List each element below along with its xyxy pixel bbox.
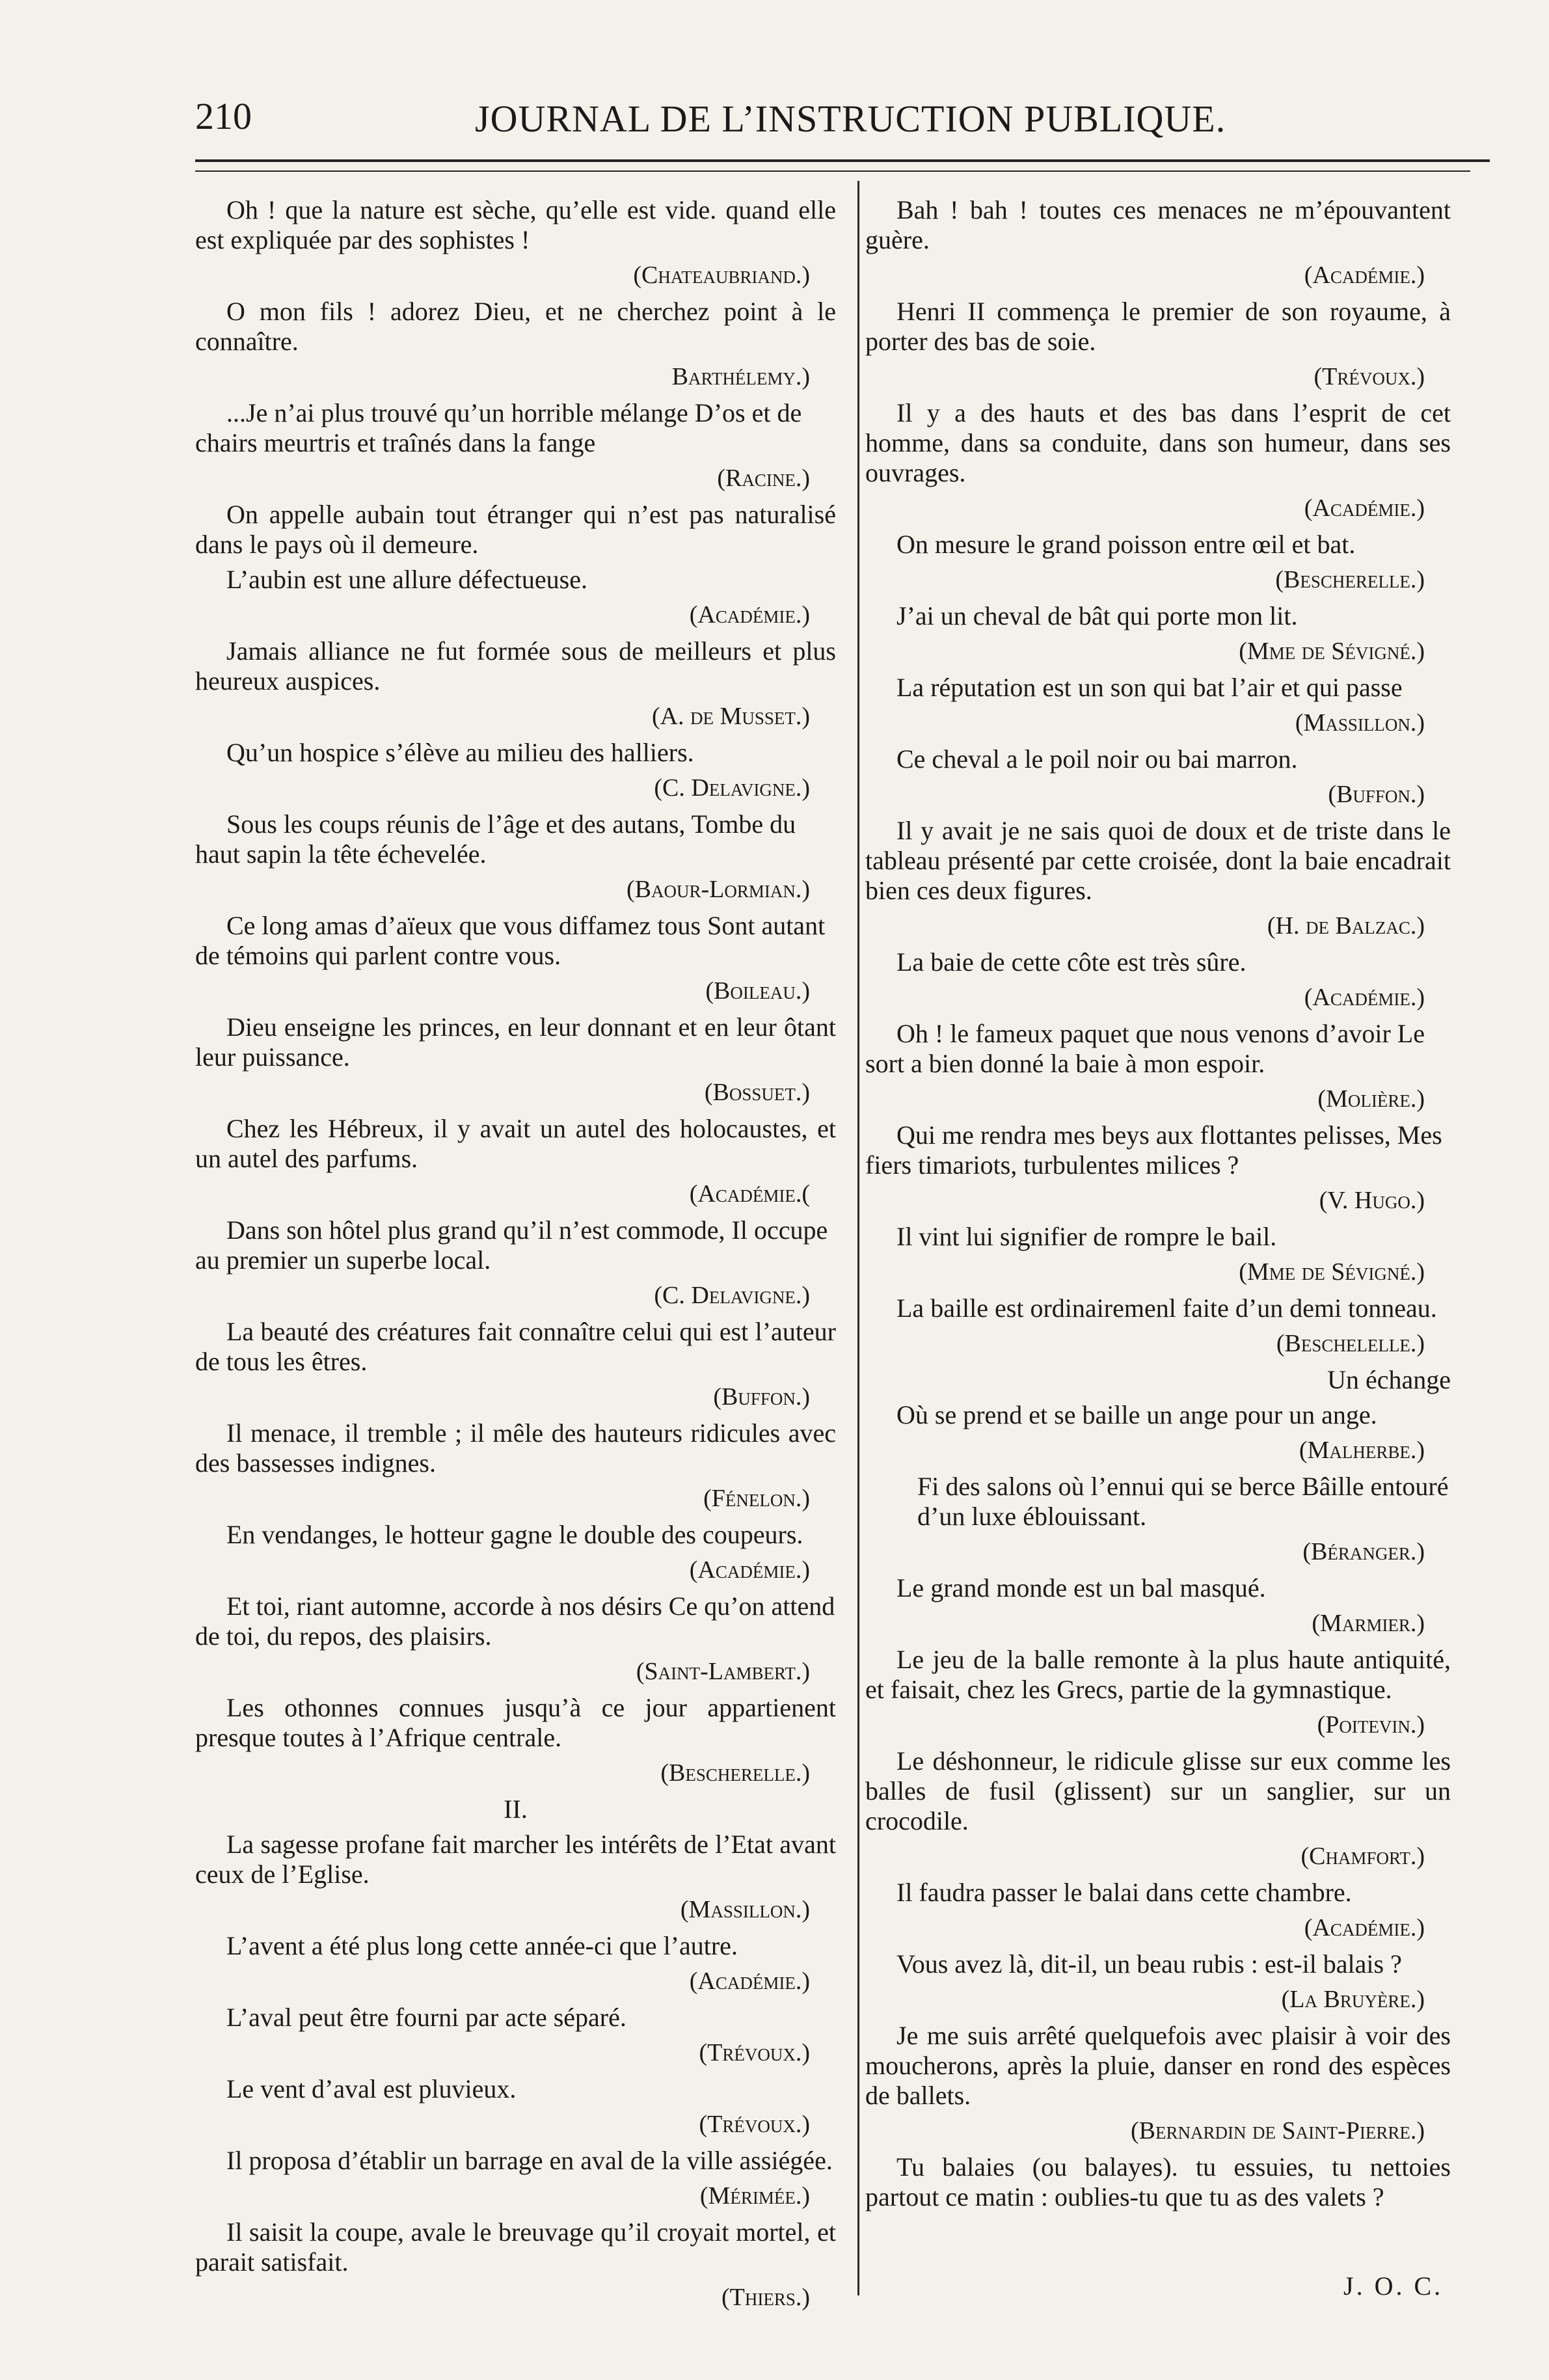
source-attribution: (Molière.) [1317, 1085, 1425, 1113]
source-attribution: (Académie.) [689, 1556, 810, 1584]
source-attribution: (H. de Balzac.) [1267, 912, 1425, 940]
source-attribution: (Saint-Lambert.) [636, 1658, 810, 1685]
quotation: Un échange [1327, 1365, 1451, 1394]
source-attribution: (Marmier.) [1312, 1610, 1425, 1637]
quotation: On mesure le grand poisson entre œil et bat. [896, 530, 1356, 559]
quotation: Les othonnes connues jusqu’à ce jour appartienent presque toutes à l’Afrique centrale. [195, 1693, 836, 1752]
section-heading: II. [504, 1794, 528, 1824]
quotation: L’avent a été plus long cette année-ci que l’autre. [226, 1931, 738, 1960]
source-attribution: (Beschelelle.) [1276, 1330, 1425, 1357]
source-attribution: (Mme de Sévigné.) [1239, 638, 1425, 665]
source-attribution: (Trévoux.) [699, 2039, 810, 2066]
source-attribution: (Chamfort.) [1300, 1843, 1425, 1870]
source-attribution: (Mérimée.) [699, 2182, 810, 2210]
quotation: Qui me rendra mes beys aux flottantes pelisses, Mes fiers timariots, turbulentes milices ? [865, 1120, 1442, 1180]
quotation: Qu’un hospice s’élève au milieu des halliers. [226, 738, 694, 767]
quotation: J’ai un cheval de bât qui porte mon lit. [896, 601, 1298, 630]
source-attribution: (Trévoux.) [1313, 363, 1425, 390]
source-attribution: (Académie.( [689, 1180, 810, 1208]
source-attribution: (Bescherelle.) [660, 1759, 810, 1787]
quotation: Il menace, il tremble ; il mêle des hauteurs ridicules avec des bassesses indignes. [195, 1418, 836, 1478]
quotation: Le grand monde est un bal masqué. [896, 1573, 1266, 1602]
source-attribution: (Bossuet.) [704, 1079, 810, 1106]
quotation: Fi des salons où l’ennui qui se berce Bâille entouré d’un luxe éblouissant. [917, 1472, 1449, 1531]
quotation: La baille est ordinairemenl faite d’un demi tonneau. [896, 1293, 1437, 1323]
source-attribution: (C. Delavigne.) [654, 774, 810, 802]
source-attribution: (A. de Musset.) [651, 703, 810, 730]
quotation: Bah ! bah ! toutes ces menaces ne m’épouvantent guère. [865, 195, 1451, 254]
source-attribution: (Baour-Lormian.) [626, 876, 810, 903]
source-attribution: (Bescherelle.) [1275, 566, 1425, 593]
source-attribution: (Massillon.) [1295, 709, 1425, 737]
quotation: Il y avait je ne sais quoi de doux et de triste dans le tableau présenté par cette croisée, dont la baie encadrait bien ces deux figures. [865, 816, 1451, 905]
quotation: Henri II commença le premier de son royaume, à porter des bas de soie. [865, 297, 1451, 356]
quotation: Il saisit la coupe, avale le breuvage qu’il croyait mortel, et parait satisfait. [195, 2217, 836, 2277]
quotation: Où se prend et se baille un ange pour un ange. [896, 1400, 1377, 1429]
source-attribution: (Boileau.) [705, 977, 810, 1005]
quotation: On appelle aubain tout étranger qui n’est pas naturalisé dans le pays où il demeure. [195, 500, 836, 559]
quotation: La sagesse profane fait marcher les intérêts de l’Etat avant ceux de l’Eglise. [195, 1830, 836, 1889]
quotation: Oh ! le fameux paquet que nous venons d’avoir Le sort a bien donné la baie à mon espoir. [865, 1019, 1425, 1078]
quotation: Il proposa d’établir un barrage en aval de la ville assiégée. [226, 2146, 833, 2175]
quotation: Il vint lui signifier de rompre le bail. [896, 1222, 1277, 1251]
quotation: Le vent d’aval est pluvieux. [226, 2074, 517, 2103]
quotation: Ce cheval a le poil noir ou bai marron. [896, 744, 1298, 774]
quotation: Vous avez là, dit-il, un beau rubis : est-il balais ? [896, 1949, 1402, 1979]
quotation: Dans son hôtel plus grand qu’il n’est commode, Il occupe au premier un superbe local. [195, 1215, 828, 1275]
source-attribution: (Académie.) [1304, 1914, 1425, 1941]
quotation: Je me suis arrêté quelquefois avec plaisir à voir des moucherons, après la pluie, danser en rond des espèces de ballets. [865, 2021, 1451, 2110]
source-attribution: (Académie.) [689, 601, 810, 629]
source-attribution: (Thiers.) [721, 2284, 810, 2311]
quotation: L’aval peut être fourni par acte séparé. [226, 2003, 626, 2032]
column-divider [857, 181, 859, 2295]
header-rule-thin [195, 170, 1470, 172]
quotation: Jamais alliance ne fut formée sous de meilleurs et plus heureux auspices. [195, 636, 836, 696]
source-attribution: (Massillon.) [680, 1896, 810, 1923]
source-attribution: (Trévoux.) [699, 2111, 810, 2138]
quotation: Dieu enseigne les princes, en leur donnant et en leur ôtant leur puissance. [195, 1012, 836, 1072]
source-attribution: (Malherbe.) [1299, 1437, 1425, 1464]
source-attribution: (Chateaubriand.) [633, 262, 810, 289]
quotation: Le déshonneur, le ridicule glisse sur eux comme les balles de fusil (glissent) sur un sanglier, sur un crocodile. [865, 1746, 1451, 1835]
source-attribution: (Académie.) [689, 1968, 810, 1995]
quotation: La réputation est un son qui bat l’air et qui passe [896, 673, 1403, 702]
source-attribution: (Béranger.) [1302, 1538, 1425, 1565]
left-column [195, 195, 836, 2319]
quotation: Et toi, riant automne, accorde à nos désirs Ce qu’on attend de toi, du repos, des plaisirs. [195, 1591, 835, 1651]
source-attribution: (Buffon.) [1328, 781, 1425, 808]
quotation: Sous les coups réunis de l’âge et des autans, Tombe du haut sapin la tête échevelée. [195, 809, 796, 869]
quotation: Le jeu de la balle remonte à la plus haute antiquité, et faisait, chez les Grecs, partie de la gymnastique. [865, 1645, 1451, 1704]
quotation: Chez les Hébreux, il y avait un autel des holocaustes, et un autel des parfums. [195, 1114, 836, 1173]
header-rule-thick [195, 159, 1490, 162]
quotation: L’aubin est une allure défectueuse. [226, 565, 587, 594]
quotation: Ce long amas d’aïeux que vous diffamez tous Sont autant de témoins qui parlent contre vous. [195, 911, 826, 970]
source-attribution: (C. Delavigne.) [654, 1282, 810, 1309]
source-attribution: (Mme de Sévigné.) [1239, 1258, 1425, 1286]
quotation: Il faudra passer le balai dans cette chambre. [896, 1878, 1352, 1907]
quotation: En vendanges, le hotteur gagne le double des coupeurs. [226, 1520, 803, 1549]
source-attribution: (Poitevin.) [1317, 1711, 1425, 1738]
page-number: 210 [195, 95, 252, 137]
source-attribution: (La Bruyère.) [1281, 1986, 1425, 2013]
journal-title: JOURNAL DE L’INSTRUCTION PUBLIQUE. [475, 98, 1226, 140]
quotation: La beauté des créatures fait connaître celui qui est l’auteur de tous les êtres. [195, 1317, 836, 1376]
source-attribution: (Bernardin de Saint-Pierre.) [1130, 2117, 1425, 2144]
source-attribution: (Académie.) [1304, 494, 1425, 522]
source-attribution: (Racine.) [717, 465, 810, 492]
signature: J. O. C. [1343, 2271, 1444, 2301]
source-attribution: (V. Hugo.) [1319, 1187, 1425, 1214]
page-header [189, 88, 1483, 153]
quotation: O mon fils ! adorez Dieu, et ne cherchez point à le connaître. [195, 297, 836, 356]
quotation: Il y a des hauts et des bas dans l’esprit de cet homme, dans sa conduite, dans son humeur, dans ses ouvrages. [865, 398, 1451, 487]
source-attribution: (Académie.) [1304, 262, 1425, 289]
right-column [865, 195, 1451, 2217]
quotation: Tu balaies (ou balayes). tu essuies, tu nettoies partout ce matin : oublies-tu que tu as des valets ? [865, 2152, 1451, 2211]
source-attribution: Barthélemy.) [671, 363, 810, 390]
quotation: Oh ! que la nature est sèche, qu’elle est vide. quand elle est expliquée par des sophistes ! [195, 195, 836, 254]
quotation: La baie de cette côte est très sûre. [896, 947, 1246, 977]
quotation: ...Je n’ai plus trouvé qu’un horrible mélange D’os et de chairs meurtris et traînés dans la fange [195, 398, 802, 457]
source-attribution: (Buffon.) [713, 1383, 810, 1411]
source-attribution: (Fénelon.) [703, 1485, 810, 1512]
source-attribution: (Académie.) [1304, 984, 1425, 1011]
